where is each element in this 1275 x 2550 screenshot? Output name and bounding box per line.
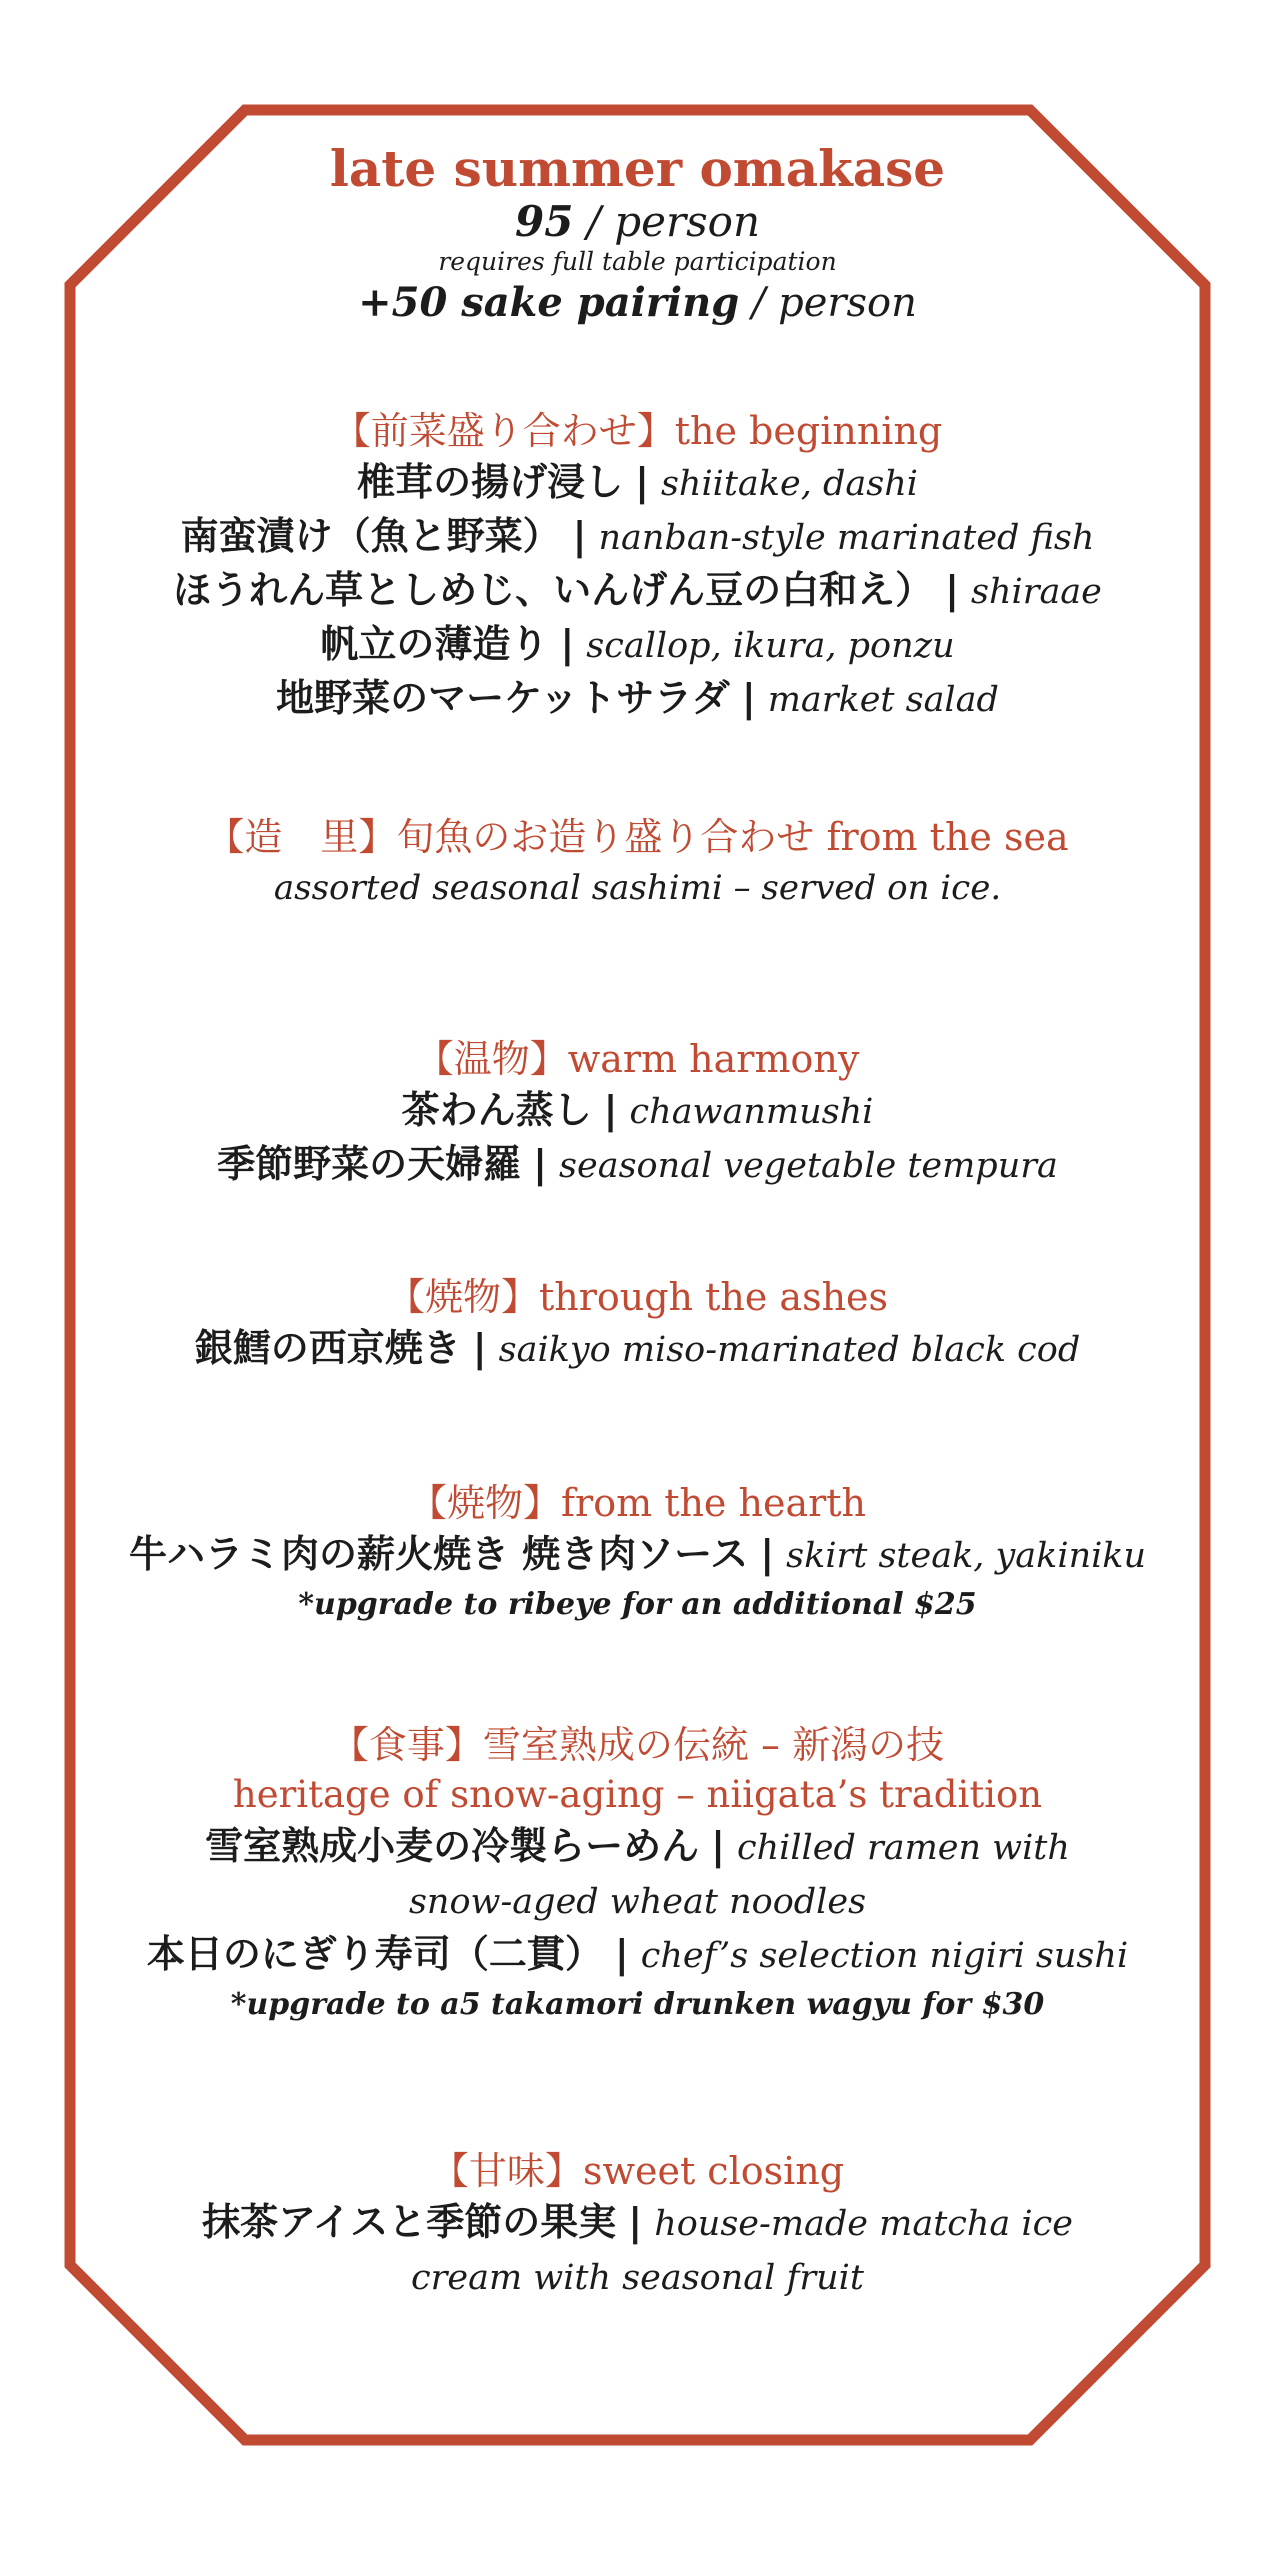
pairing-unit: / person [751,280,917,326]
item-name-jp: ほうれん草としめじ、いんげん豆の白和え） [173,568,934,612]
upgrade-note: *upgrade to a5 takamori drunken wagyu for $30 [230,1987,1045,2022]
section-heading-jp: 【前菜盛り合わせ】 [332,409,675,453]
item-name-jp: 南蛮漬け（魚と野菜） [180,514,561,558]
menu-item [100,1528,1175,1582]
item-name-en: nanban-style marinated fish [598,518,1095,558]
item-name-jp: 銀鱈の西京焼き [194,1326,461,1370]
section-heading [100,1478,1175,1528]
price-amount: 95 [514,197,574,246]
section-heading-jp: 【温物】 [415,1037,568,1081]
pairing-line [100,278,1175,328]
item-separator: | [711,1824,725,1868]
item-separator: | [741,676,756,720]
section-heading-en: the beginning [674,409,943,453]
item-separator: | [560,622,575,666]
menu-item [178,1820,1098,1928]
upgrade-note: *upgrade to ribeye for an additional $25 [298,1587,977,1622]
menu-item [178,2196,1098,2304]
section-heading-en: from the sea [826,815,1069,859]
section-heading-en: through the ashes [538,1275,889,1319]
item-name-en: skirt steak, yakiniku [786,1536,1147,1576]
section-heading-jp: 【甘味】 [430,2149,583,2193]
item-separator: | [572,514,587,558]
section-heading [100,406,1175,456]
item-name-jp: 抹茶アイスと季節の果実 [202,2200,617,2244]
item-name-en: house-made matcha ice cream with seasonal fruit [411,2204,1073,2298]
item-separator: | [760,1532,775,1576]
section-heading-jp: 【焼物】 [386,1275,539,1319]
pairing-price: +50 sake pairing [358,279,740,326]
item-name-en: market salad [767,680,999,720]
section-heading-jp: 【食事】雪室熟成の伝統 – 新潟の技 [330,1723,945,1767]
menu-header [100,140,1175,328]
section-sea [100,812,1175,914]
section-beginning [100,406,1175,726]
item-name-en: chawanmushi [629,1092,874,1132]
item-name-jp: 茶わん蒸し [401,1088,592,1132]
menu-item [100,618,1175,672]
item-name-jp: 椎茸の揚げ浸し [357,460,624,504]
section-description: assorted seasonal sashimi – served on ice. [273,868,1002,908]
item-name-en: chef’s selection nigiri sushi [640,1936,1129,1976]
item-separator: | [603,1088,618,1132]
item-name-en: seasonal vegetable tempura [559,1146,1058,1186]
section-heading-jp: 【造 里】旬魚のお造り盛り合わせ [206,815,815,859]
menu-item [100,510,1175,564]
item-name-jp: 季節野菜の天婦羅 [217,1142,522,1186]
item-separator: | [472,1326,487,1370]
menu-item [100,1084,1175,1138]
section-hearth [100,1478,1175,1628]
item-separator: | [945,568,960,612]
section-heading [100,1720,1175,1770]
section-heading-jp: 【焼物】 [408,1481,561,1525]
item-separator: | [628,2200,643,2244]
item-separator: | [635,460,649,504]
section-sweet [100,2146,1175,2304]
menu-item [100,1322,1175,1376]
item-name-jp: 雪室熟成小麦の冷製らーめん [205,1824,700,1868]
section-meal [100,1720,1175,2028]
section-heading-en: from the hearth [560,1481,867,1525]
price-line [100,198,1175,246]
menu-content [100,140,1175,2304]
participation-note: requires full table participation [438,247,837,276]
menu-title: late summer omakase [329,139,946,198]
section-heading-en: warm harmony [567,1037,860,1081]
item-name-jp: 帆立の薄造り [320,622,549,666]
section-heading-en: sweet closing [582,2149,845,2193]
section-heading [100,1034,1175,1084]
item-name-jp: 本日のにぎり寿司（二貫） [146,1932,603,1976]
menu-item [100,672,1175,726]
price-unit: / person [586,197,761,246]
section-heading [100,812,1175,862]
item-name-en: saikyo miso-marinated black cod [498,1330,1081,1370]
section-warm [100,1034,1175,1192]
item-name-en: scallop, ikura, ponzu [586,626,955,666]
item-name-en: shiraae [971,572,1102,612]
item-name-jp: 牛ハラミ肉の薪火焼き 焼き肉ソース [128,1532,749,1576]
item-name-en: chilled ramen with snow-aged wheat noodles [408,1828,1070,1922]
menu-item [100,1928,1175,1982]
section-subheading: heritage of snow-aging – niigata’s tradition [232,1773,1043,1816]
menu-item [100,564,1175,618]
section-ashes [100,1272,1175,1376]
item-separator: | [614,1932,629,1976]
menu-item [100,456,1175,510]
item-separator: | [533,1142,548,1186]
section-heading [100,2146,1175,2196]
item-name-jp: 地野菜のマーケットサラダ [276,676,730,720]
item-name-en: shiitake, dashi [660,464,918,504]
menu-item [100,1138,1175,1192]
section-heading [100,1272,1175,1322]
